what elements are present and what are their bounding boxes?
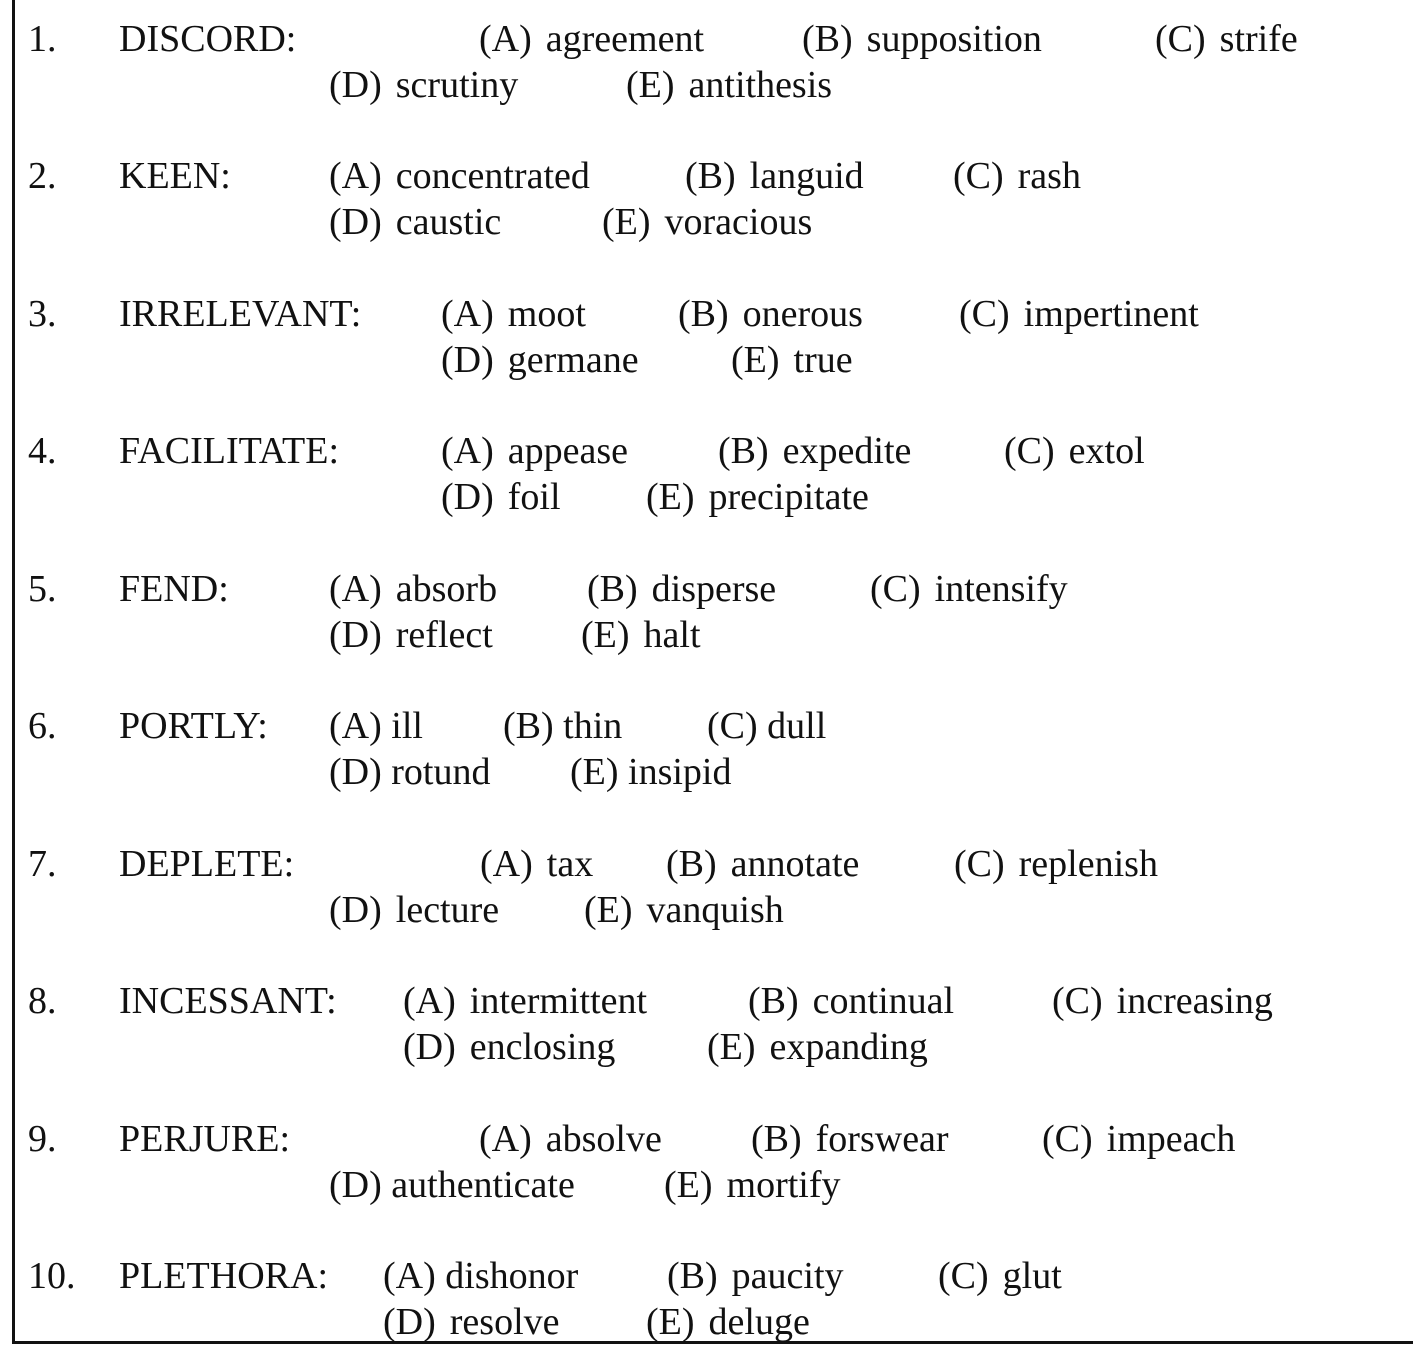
option-letter: (B) — [678, 293, 729, 335]
option-e[interactable] — [707, 1024, 928, 1070]
option-text: absolve — [545, 1118, 662, 1160]
option-text: moot — [507, 293, 586, 335]
option-c[interactable] — [959, 291, 1199, 337]
question-number: 6. — [28, 705, 57, 747]
option-letter: (E) — [584, 889, 633, 931]
option-letter: (C) — [870, 568, 921, 610]
option-c[interactable] — [1042, 1116, 1235, 1162]
option-b[interactable] — [685, 153, 864, 199]
question-number: 10. — [28, 1255, 76, 1297]
option-text: expanding — [769, 1026, 928, 1068]
option-text: deluge — [708, 1301, 810, 1343]
option-a[interactable] — [329, 703, 423, 749]
question-number: 2. — [28, 155, 57, 197]
option-letter: (E) — [602, 201, 651, 243]
option-letter: (C) — [1155, 18, 1206, 60]
option-letter: (E) — [570, 751, 619, 793]
option-a[interactable] — [479, 1116, 662, 1162]
question-5 — [0, 566, 1413, 666]
option-letter: (B) — [666, 843, 717, 885]
option-text: strife — [1219, 18, 1298, 60]
option-a[interactable] — [441, 428, 628, 474]
option-a[interactable] — [329, 566, 497, 612]
option-e[interactable] — [626, 62, 832, 108]
option-text: ill — [391, 705, 423, 747]
option-letter: (A) — [441, 293, 494, 335]
option-a[interactable] — [479, 16, 704, 62]
option-c[interactable] — [870, 566, 1068, 612]
option-text: foil — [507, 476, 561, 518]
option-text: glut — [1002, 1255, 1062, 1297]
option-text: impeach — [1106, 1118, 1236, 1160]
option-a[interactable] — [383, 1253, 578, 1299]
option-d[interactable] — [329, 62, 518, 108]
option-text: absorb — [395, 568, 498, 610]
option-d[interactable] — [329, 199, 501, 245]
option-text: mortify — [726, 1164, 841, 1206]
option-letter: (D) — [329, 64, 382, 106]
option-d[interactable] — [441, 337, 639, 383]
option-text: germane — [507, 339, 639, 381]
question-number: 3. — [28, 293, 57, 335]
option-text: languid — [749, 155, 864, 197]
option-letter: (A) — [480, 843, 533, 885]
option-letter: (A) — [479, 1118, 532, 1160]
option-text: vanquish — [646, 889, 784, 931]
option-text: replenish — [1018, 843, 1158, 885]
option-letter: (B) — [802, 18, 853, 60]
option-c[interactable] — [1155, 16, 1298, 62]
option-text: increasing — [1116, 980, 1273, 1022]
option-b[interactable] — [718, 428, 911, 474]
option-d[interactable] — [441, 474, 561, 520]
question-10 — [0, 1253, 1413, 1353]
question-word: PORTLY: — [119, 705, 268, 747]
option-text: forswear — [815, 1118, 949, 1160]
question-4 — [0, 428, 1413, 528]
option-text: dishonor — [445, 1255, 579, 1297]
option-text: insipid — [628, 751, 732, 793]
option-a[interactable] — [403, 978, 647, 1024]
option-c[interactable] — [954, 841, 1158, 887]
question-word: INCESSANT: — [119, 980, 337, 1022]
option-b[interactable] — [678, 291, 863, 337]
question-word: PERJURE: — [119, 1118, 291, 1160]
question-6 — [0, 703, 1413, 803]
option-letter: (D) — [329, 751, 382, 793]
option-d[interactable] — [403, 1024, 615, 1070]
question-word: DEPLETE: — [119, 843, 295, 885]
option-a[interactable] — [329, 153, 590, 199]
option-b[interactable] — [666, 841, 859, 887]
option-text: tax — [546, 843, 594, 885]
option-e[interactable] — [602, 199, 812, 245]
option-text: expedite — [782, 430, 912, 472]
option-b[interactable] — [503, 703, 622, 749]
option-text: reflect — [395, 614, 493, 656]
option-letter: (E) — [626, 64, 675, 106]
question-3 — [0, 291, 1413, 391]
option-letter: (E) — [581, 614, 630, 656]
option-letter: (C) — [959, 293, 1010, 335]
option-letter: (E) — [646, 476, 695, 518]
option-text: rotund — [391, 751, 491, 793]
option-text: paucity — [731, 1255, 844, 1297]
option-text: caustic — [395, 201, 502, 243]
option-letter: (A) — [329, 568, 382, 610]
option-letter: (B) — [718, 430, 769, 472]
option-e[interactable] — [646, 474, 869, 520]
option-d[interactable] — [329, 887, 499, 933]
option-text: supposition — [866, 18, 1042, 60]
option-b[interactable] — [667, 1253, 844, 1299]
option-b[interactable] — [748, 978, 954, 1024]
option-b[interactable] — [587, 566, 776, 612]
question-8 — [0, 978, 1413, 1078]
option-text: dull — [767, 705, 827, 747]
option-letter: (B) — [751, 1118, 802, 1160]
question-word: FEND: — [119, 568, 229, 610]
option-a[interactable] — [441, 291, 586, 337]
option-letter: (D) — [329, 201, 382, 243]
option-letter: (E) — [664, 1164, 713, 1206]
option-letter: (B) — [748, 980, 799, 1022]
option-e[interactable] — [584, 887, 784, 933]
question-number: 5. — [28, 568, 57, 610]
question-1 — [0, 16, 1413, 116]
option-d[interactable] — [329, 749, 490, 795]
option-text: onerous — [742, 293, 863, 335]
option-text: true — [793, 339, 853, 381]
question-7 — [0, 841, 1413, 941]
option-b[interactable] — [751, 1116, 949, 1162]
option-e[interactable] — [731, 337, 853, 383]
option-letter: (A) — [329, 705, 382, 747]
option-letter: (E) — [646, 1301, 695, 1343]
option-text: enclosing — [469, 1026, 616, 1068]
option-text: thin — [563, 705, 623, 747]
option-text: agreement — [545, 18, 704, 60]
option-e[interactable] — [664, 1162, 841, 1208]
question-word: FACILITATE: — [119, 430, 340, 472]
option-letter: (C) — [1052, 980, 1103, 1022]
question-number: 4. — [28, 430, 57, 472]
option-text: intensify — [934, 568, 1068, 610]
option-text: precipitate — [708, 476, 869, 518]
option-letter: (B) — [685, 155, 736, 197]
question-number: 8. — [28, 980, 57, 1022]
option-letter: (D) — [329, 1164, 382, 1206]
option-letter: (D) — [383, 1301, 436, 1343]
option-a[interactable] — [480, 841, 593, 887]
option-text: voracious — [664, 201, 813, 243]
option-d[interactable] — [329, 612, 493, 658]
option-letter: (C) — [1004, 430, 1055, 472]
option-text: impertinent — [1023, 293, 1199, 335]
option-text: extol — [1068, 430, 1145, 472]
option-e[interactable] — [646, 1299, 810, 1345]
option-e[interactable] — [570, 749, 732, 795]
option-letter: (A) — [329, 155, 382, 197]
option-text: disperse — [651, 568, 777, 610]
option-letter: (C) — [938, 1255, 989, 1297]
question-number: 9. — [28, 1118, 57, 1160]
question-2 — [0, 153, 1413, 253]
option-letter: (D) — [441, 339, 494, 381]
option-e[interactable] — [581, 612, 701, 658]
option-text: concentrated — [395, 155, 590, 197]
option-text: annotate — [730, 843, 860, 885]
option-letter: (A) — [383, 1255, 436, 1297]
option-text: appease — [507, 430, 629, 472]
option-text: resolve — [449, 1301, 560, 1343]
option-letter: (A) — [403, 980, 456, 1022]
option-letter: (B) — [667, 1255, 718, 1297]
option-text: intermittent — [469, 980, 648, 1022]
option-letter: (E) — [707, 1026, 756, 1068]
option-text: halt — [643, 614, 701, 656]
option-letter: (D) — [441, 476, 494, 518]
option-letter: (B) — [587, 568, 638, 610]
option-letter: (A) — [479, 18, 532, 60]
option-text: scrutiny — [395, 64, 519, 106]
question-word: KEEN: — [119, 155, 231, 197]
option-letter: (C) — [954, 843, 1005, 885]
option-c[interactable] — [707, 703, 826, 749]
option-letter: (B) — [503, 705, 554, 747]
option-c[interactable] — [1004, 428, 1145, 474]
question-number: 1. — [28, 18, 57, 60]
option-letter: (D) — [329, 889, 382, 931]
option-c[interactable] — [938, 1253, 1062, 1299]
option-letter: (E) — [731, 339, 780, 381]
option-text: rash — [1017, 155, 1081, 197]
question-word: DISCORD: — [119, 18, 297, 60]
option-text: lecture — [395, 889, 500, 931]
option-letter: (C) — [1042, 1118, 1093, 1160]
option-letter: (A) — [441, 430, 494, 472]
question-word: PLETHORA: — [119, 1255, 328, 1297]
option-letter: (D) — [403, 1026, 456, 1068]
option-d[interactable] — [383, 1299, 560, 1345]
option-c[interactable] — [1052, 978, 1273, 1024]
option-text: authenticate — [391, 1164, 575, 1206]
question-word: IRRELEVANT: — [119, 293, 362, 335]
option-text: continual — [812, 980, 955, 1022]
question-9 — [0, 1116, 1413, 1216]
option-c[interactable] — [953, 153, 1081, 199]
option-letter: (C) — [953, 155, 1004, 197]
option-text: antithesis — [688, 64, 833, 106]
option-d[interactable] — [329, 1162, 575, 1208]
option-letter: (D) — [329, 614, 382, 656]
option-letter: (C) — [707, 705, 758, 747]
option-b[interactable] — [802, 16, 1042, 62]
question-number: 7. — [28, 843, 57, 885]
